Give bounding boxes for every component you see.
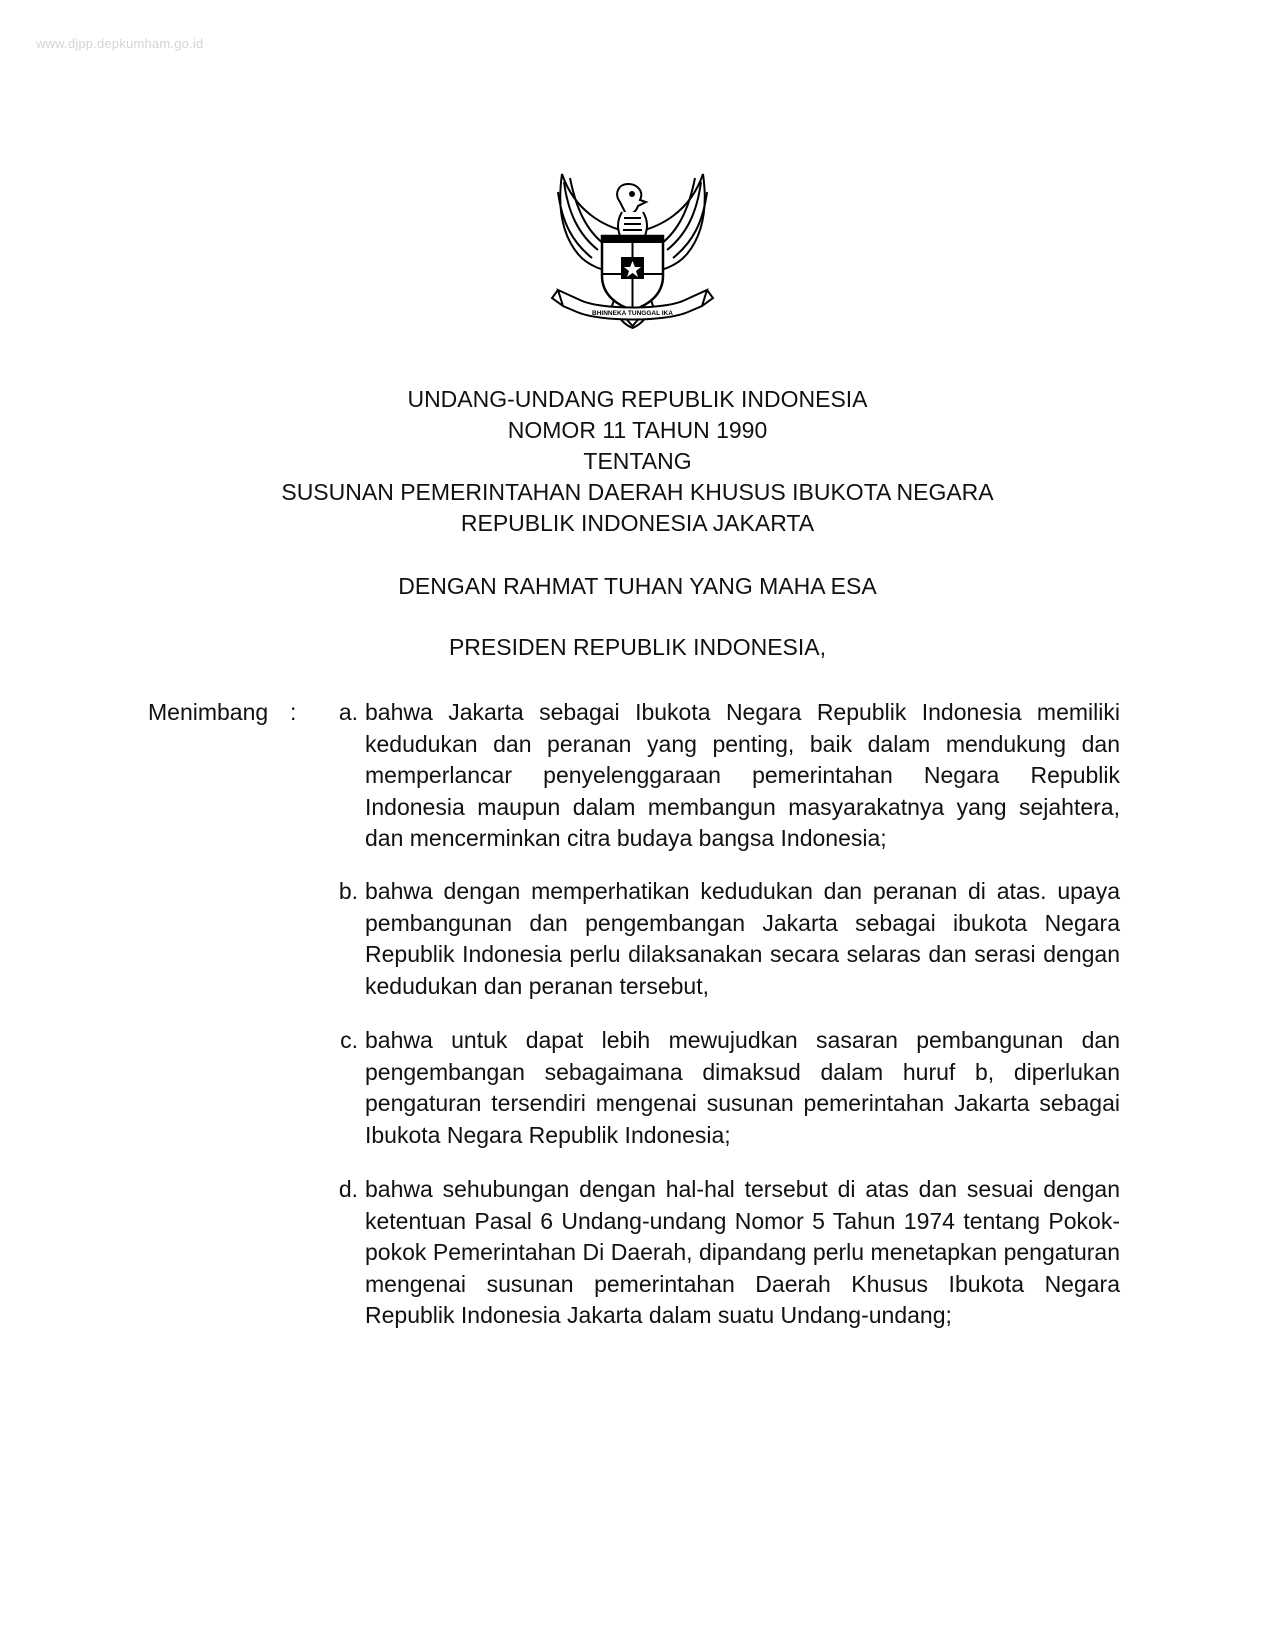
enacting-authority: PRESIDEN REPUBLIK INDONESIA,: [448, 634, 827, 660]
clause-letter: a.: [338, 699, 358, 725]
law-title-block: [0, 384, 1275, 539]
law-about: TENTANG: [583, 448, 692, 474]
clause-text: bahwa Jakarta sebagai Ibukota Negara Republik Indonesia memiliki kedudukan dan peranan yang penting, baik dalam mendukung dan memperlancar penyelenggaraan pemerintahan Negara Republik Indonesia maupun dalam membangun masyarakatnya yang sejahtera, dan mencerminkan citra budaya bangsa Indonesia;: [365, 699, 1120, 851]
law-type: UNDANG-UNDANG REPUBLIK INDONESIA: [407, 386, 868, 412]
watermark-url: www.djpp.depkumham.go.id: [36, 36, 204, 51]
considering-colon: :: [290, 699, 297, 725]
clause-letter: c.: [340, 1027, 358, 1053]
clause-text: bahwa untuk dapat lebih mewujudkan sasaran pembangunan dan pengembangan sebagaimana dimaksud dalam huruf b, diperlukan pengaturan tersendiri mengenai susunan pemerintahan Jakarta sebagai Ibukota Negara Republik Indonesia;: [365, 1027, 1120, 1148]
clause-text: bahwa dengan memperhatikan kedudukan dan peranan di atas. upaya pembangunan dan pengembangan Jakarta sebagai ibukota Negara Republik Indonesia perlu dilaksanakan secara selaras dan serasi dengan kedudukan dan peranan tersebut,: [365, 878, 1120, 999]
invocation: DENGAN RAHMAT TUHAN YANG MAHA ESA: [398, 573, 877, 599]
considering-label: Menimbang: [148, 699, 269, 725]
clause-letter: b.: [338, 878, 358, 904]
law-number: NOMOR 11 TAHUN 1990: [507, 417, 768, 443]
emblem-motto: BHINNEKA TUNGGAL IKA: [592, 310, 673, 317]
law-subject-line2: REPUBLIK INDONESIA JAKARTA: [460, 510, 815, 536]
clause-text: bahwa sehubungan dengan hal-hal tersebut di atas dan sesuai dengan ketentuan Pasal 6 Undang-undang Nomor 5 Tahun 1974 tentang Pokok-pokok Pemerintahan Di Daerah, dipandang perlu menetapkan pengaturan mengenai susunan pemerintahan Daerah Khusus Ibukota Negara Republik Indonesia Jakarta dalam suatu Undang-undang;: [365, 1176, 1120, 1328]
clause-letter: d.: [338, 1176, 358, 1202]
garuda-emblem-icon: [550, 172, 715, 352]
law-subject-line1: SUSUNAN PEMERINTAHAN DAERAH KHUSUS IBUKOTA NEGARA: [281, 479, 994, 505]
